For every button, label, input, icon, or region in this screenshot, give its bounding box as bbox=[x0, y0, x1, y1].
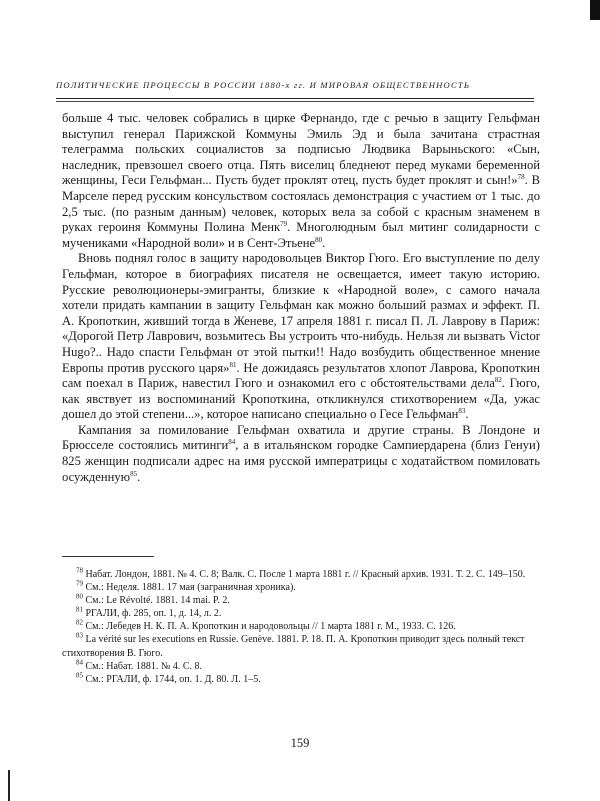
footnote-ref: 85 bbox=[130, 469, 138, 478]
text-run: , а в итальянском городке Сампиердарена (близ Генуи) 825 женщин подписали адрес на имя русской императрицы с ходатайством помиловать осужденную bbox=[62, 438, 540, 484]
footnote-ref: 81 bbox=[229, 360, 237, 369]
footnote-number: 84 bbox=[76, 658, 83, 667]
paragraph bbox=[62, 111, 540, 251]
footnote-number: 83 bbox=[76, 632, 83, 641]
footnote bbox=[62, 568, 540, 581]
text-run: Вновь поднял голос в защиту народовольцев Виктор Гюго. Его выступление по делу Гельфман, которое в биографиях писателя не освещается, имеет такую историю. Русские революционеры-эмигранты, близкие к «Народной воле», с самого начала хотели придать кампании в защиту Гельфман как можно больший размах и эффект. П. А. Кропоткин, живший тогда в Женеве, 17 апреля 1881 г. писал П. Л. Лаврову в Париж: «Дорогой Петр Лаврович, возьмитесь Вы устроить что-нибудь. Нельзя ли вызвать Victor Hugo?.. Надо спасти Гельфман от этой пытки!! Надо возбудить общественное мнение Европы против русского царя» bbox=[62, 251, 540, 375]
footnote-ref: 82 bbox=[494, 375, 502, 384]
text-run: Кампания за помилование Гельфман охватила и другие страны. В Лондоне и Брюсселе состоялись митинги bbox=[62, 422, 540, 453]
footnote bbox=[62, 673, 540, 686]
footnote-ref: 83 bbox=[458, 407, 466, 416]
page-number: 159 bbox=[290, 736, 310, 750]
footnote bbox=[62, 620, 540, 633]
footnote-text: См.: Неделя. 1881. 17 мая (заграничная хроника). bbox=[83, 582, 296, 594]
footnote-ref: 80 bbox=[315, 235, 323, 244]
footnote bbox=[62, 660, 540, 673]
footnote-text: РГАЛИ, ф. 285, оп. 1, д. 14, л. 2. bbox=[83, 608, 222, 620]
footnote bbox=[62, 581, 540, 594]
footnote bbox=[62, 594, 540, 607]
footnote-ref: 84 bbox=[228, 438, 236, 447]
footnote bbox=[62, 633, 540, 659]
footnote-number: 82 bbox=[76, 619, 83, 628]
main-text bbox=[62, 111, 540, 485]
footnote-text: Набат. Лондон, 1881. № 4. С. 8; Валк. С. После 1 марта 1881 г. // Красный архив. 1931. Т. 2. С. 149–150. bbox=[83, 569, 526, 580]
footnotes bbox=[62, 568, 540, 686]
footnote-number: 78 bbox=[76, 566, 83, 575]
scan-corner-mark bbox=[590, 0, 600, 20]
footnote-ref: 78 bbox=[517, 173, 525, 182]
running-head: ПОЛИТИЧЕСКИЕ ПРОЦЕССЫ В РОССИИ 1880-х гг. И МИРОВАЯ ОБЩЕСТВЕННОСТЬ bbox=[56, 80, 471, 90]
header-rule-thin bbox=[56, 101, 534, 102]
text-run: . bbox=[137, 469, 141, 484]
scan-edge-mark bbox=[8, 770, 10, 801]
text-run: . bbox=[322, 235, 326, 250]
footnote-text: См.: РГАЛИ, ф. 1744, оп. 1. Д. 80. Л. 1–5. bbox=[83, 673, 261, 685]
text-run: больше 4 тыс. человек собрались в цирке Фернандо, где с речью в защиту Гельфман выступил генерал Парижской Коммуны Эмиль Эд и была зачитана страстная телеграмма польских социалистов за подписью Людвика Варыньского: «Сын, наследник, превзошел своего отца. Пять виселиц бледнеют перед муками беременной женщины, Геси Гельфман... Пусть будет проклят отец, пусть будет проклят и сын!» bbox=[62, 111, 540, 188]
footnote-text: См.: Набат. 1881. № 4. С. 8. bbox=[83, 660, 203, 672]
paragraph bbox=[62, 251, 540, 423]
footnote-text: См.: Лебедев Н. К. П. А. Кропоткин и народовольцы // 1 марта 1881 г. М., 1933. С. 126. bbox=[83, 621, 456, 633]
footnote bbox=[62, 607, 540, 620]
text-run: . Гюго, как явствует из воспоминаний Кропоткина, откликнулся стихотворением «Да, ужас дошел до этой степени...», которое написано специально о Гесе Гельфман bbox=[62, 376, 541, 422]
text-run: . В Марселе перед русским консульством состоялась демонстрация с участием от 1 тыс. до 2,5 тыс. (по разным данным) человек, которых вела за собой с красным знаменем в руках героиня Коммуны Полина Менк bbox=[62, 173, 541, 235]
text-run: . Не дожидаясь результатов хлопот Лаврова, Кропоткин сам поехал в Париж, навестил Гюго и ознакомил его с обстоятельствами дела bbox=[62, 360, 540, 391]
text-run: . bbox=[465, 407, 469, 422]
footnote-rule bbox=[62, 556, 154, 557]
header-rule bbox=[56, 98, 534, 99]
text-run: . Многолюдным был митинг солидарности с мучениками «Народной воли» и в Сент-Этьене bbox=[62, 220, 540, 250]
footnote-number: 79 bbox=[76, 579, 83, 588]
footnote-ref: 79 bbox=[280, 219, 288, 228]
paragraph bbox=[62, 423, 540, 485]
footnote-text: См.: Le Révolté. 1881. 14 mai. P. 2. bbox=[83, 595, 230, 607]
footnote-number: 80 bbox=[76, 592, 83, 601]
footnote-number: 85 bbox=[76, 671, 83, 680]
footnote-text: La vérité sur les executions en Russie. Genève. 1881. P. 18. П. А. Кропоткин приводит здесь полный текст стихотворения В. Гюго. bbox=[62, 634, 525, 659]
footnote-number: 81 bbox=[76, 605, 83, 614]
